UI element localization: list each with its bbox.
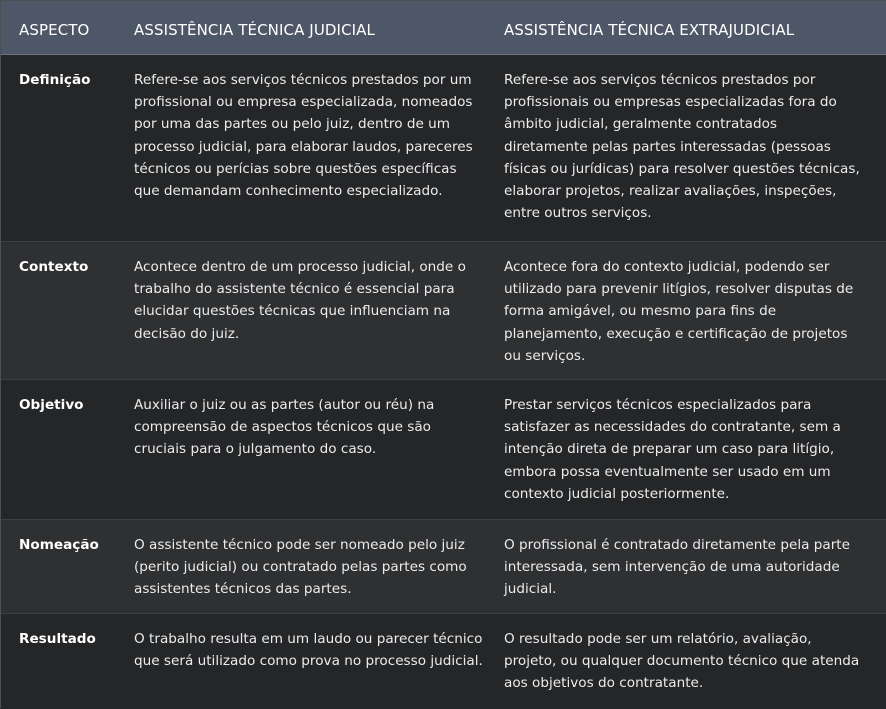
table-row-definicao	[1, 55, 886, 241]
table-row-objetivo	[1, 380, 886, 519]
header-judicial: ASSISTÊNCIA TÉCNICA JUDICIAL	[134, 21, 375, 39]
row-label: Definição	[19, 72, 91, 88]
header-aspecto: ASPECTO	[19, 21, 90, 39]
judicial-cell: Acontece dentro de um processo judicial, onde o trabalho do assistente técnico é essencial para elucidar questões técnicas que influenciam na decisão do juiz.	[134, 259, 466, 342]
table-header	[1, 1, 886, 55]
row-label: Resultado	[19, 631, 96, 647]
judicial-cell: Refere-se aos serviços técnicos prestados por um profissional ou empresa especializada, nomeados por uma das partes ou pelo juiz, dentro de um processo judicial, para elaborar laudos, pareceres técnicos ou perícias sobre questões específicas que demandam conhecimento especializado.	[134, 72, 473, 200]
row-label: Contexto	[19, 259, 89, 275]
judicial-cell: O assistente técnico pode ser nomeado pelo juiz (perito judicial) ou contratado pelas partes como assistentes técnicos das partes.	[134, 537, 467, 598]
extrajudicial-cell: Refere-se aos serviços técnicos prestados por profissionais ou empresas especializadas fora do âmbito judicial, geralmente contratados diretamente pelas partes interessadas (pessoas físicas ou jurídicas) para resolver questões técnicas, elaborar projetos, realizar avaliações, inspeções, entre outros serviços.	[504, 72, 860, 222]
extrajudicial-cell: Prestar serviços técnicos especializados para satisfazer as necessidades do contratante, sem a intenção direta de preparar um caso para litígio, embora possa eventualmente ser usado em um contexto judicial posteriormente.	[504, 397, 841, 502]
extrajudicial-cell: O resultado pode ser um relatório, avaliação, projeto, ou qualquer documento técnico que atenda aos objetivos do contratante.	[504, 631, 860, 692]
row-label: Objetivo	[19, 397, 84, 413]
table-row-resultado	[1, 614, 886, 709]
extrajudicial-cell: O profissional é contratado diretamente pela parte interessada, sem intervenção de uma autoridade judicial.	[504, 537, 851, 598]
judicial-cell: Auxiliar o juiz ou as partes (autor ou réu) na compreensão de aspectos técnicos que são cruciais para o julgamento do caso.	[134, 397, 435, 458]
extrajudicial-cell: Acontece fora do contexto judicial, podendo ser utilizado para prevenir litígios, resolver disputas de forma amigável, ou mesmo para fins de planejamento, execução e certificação de projetos ou serviços.	[504, 259, 854, 364]
table-row-nomeacao	[1, 520, 886, 613]
table-row-contexto	[1, 242, 886, 379]
row-label: Nomeação	[19, 537, 99, 553]
header-extrajudicial: ASSISTÊNCIA TÉCNICA EXTRAJUDICIAL	[504, 21, 795, 39]
judicial-cell: O trabalho resulta em um laudo ou parecer técnico que será utilizado como prova no processo judicial.	[134, 631, 483, 670]
